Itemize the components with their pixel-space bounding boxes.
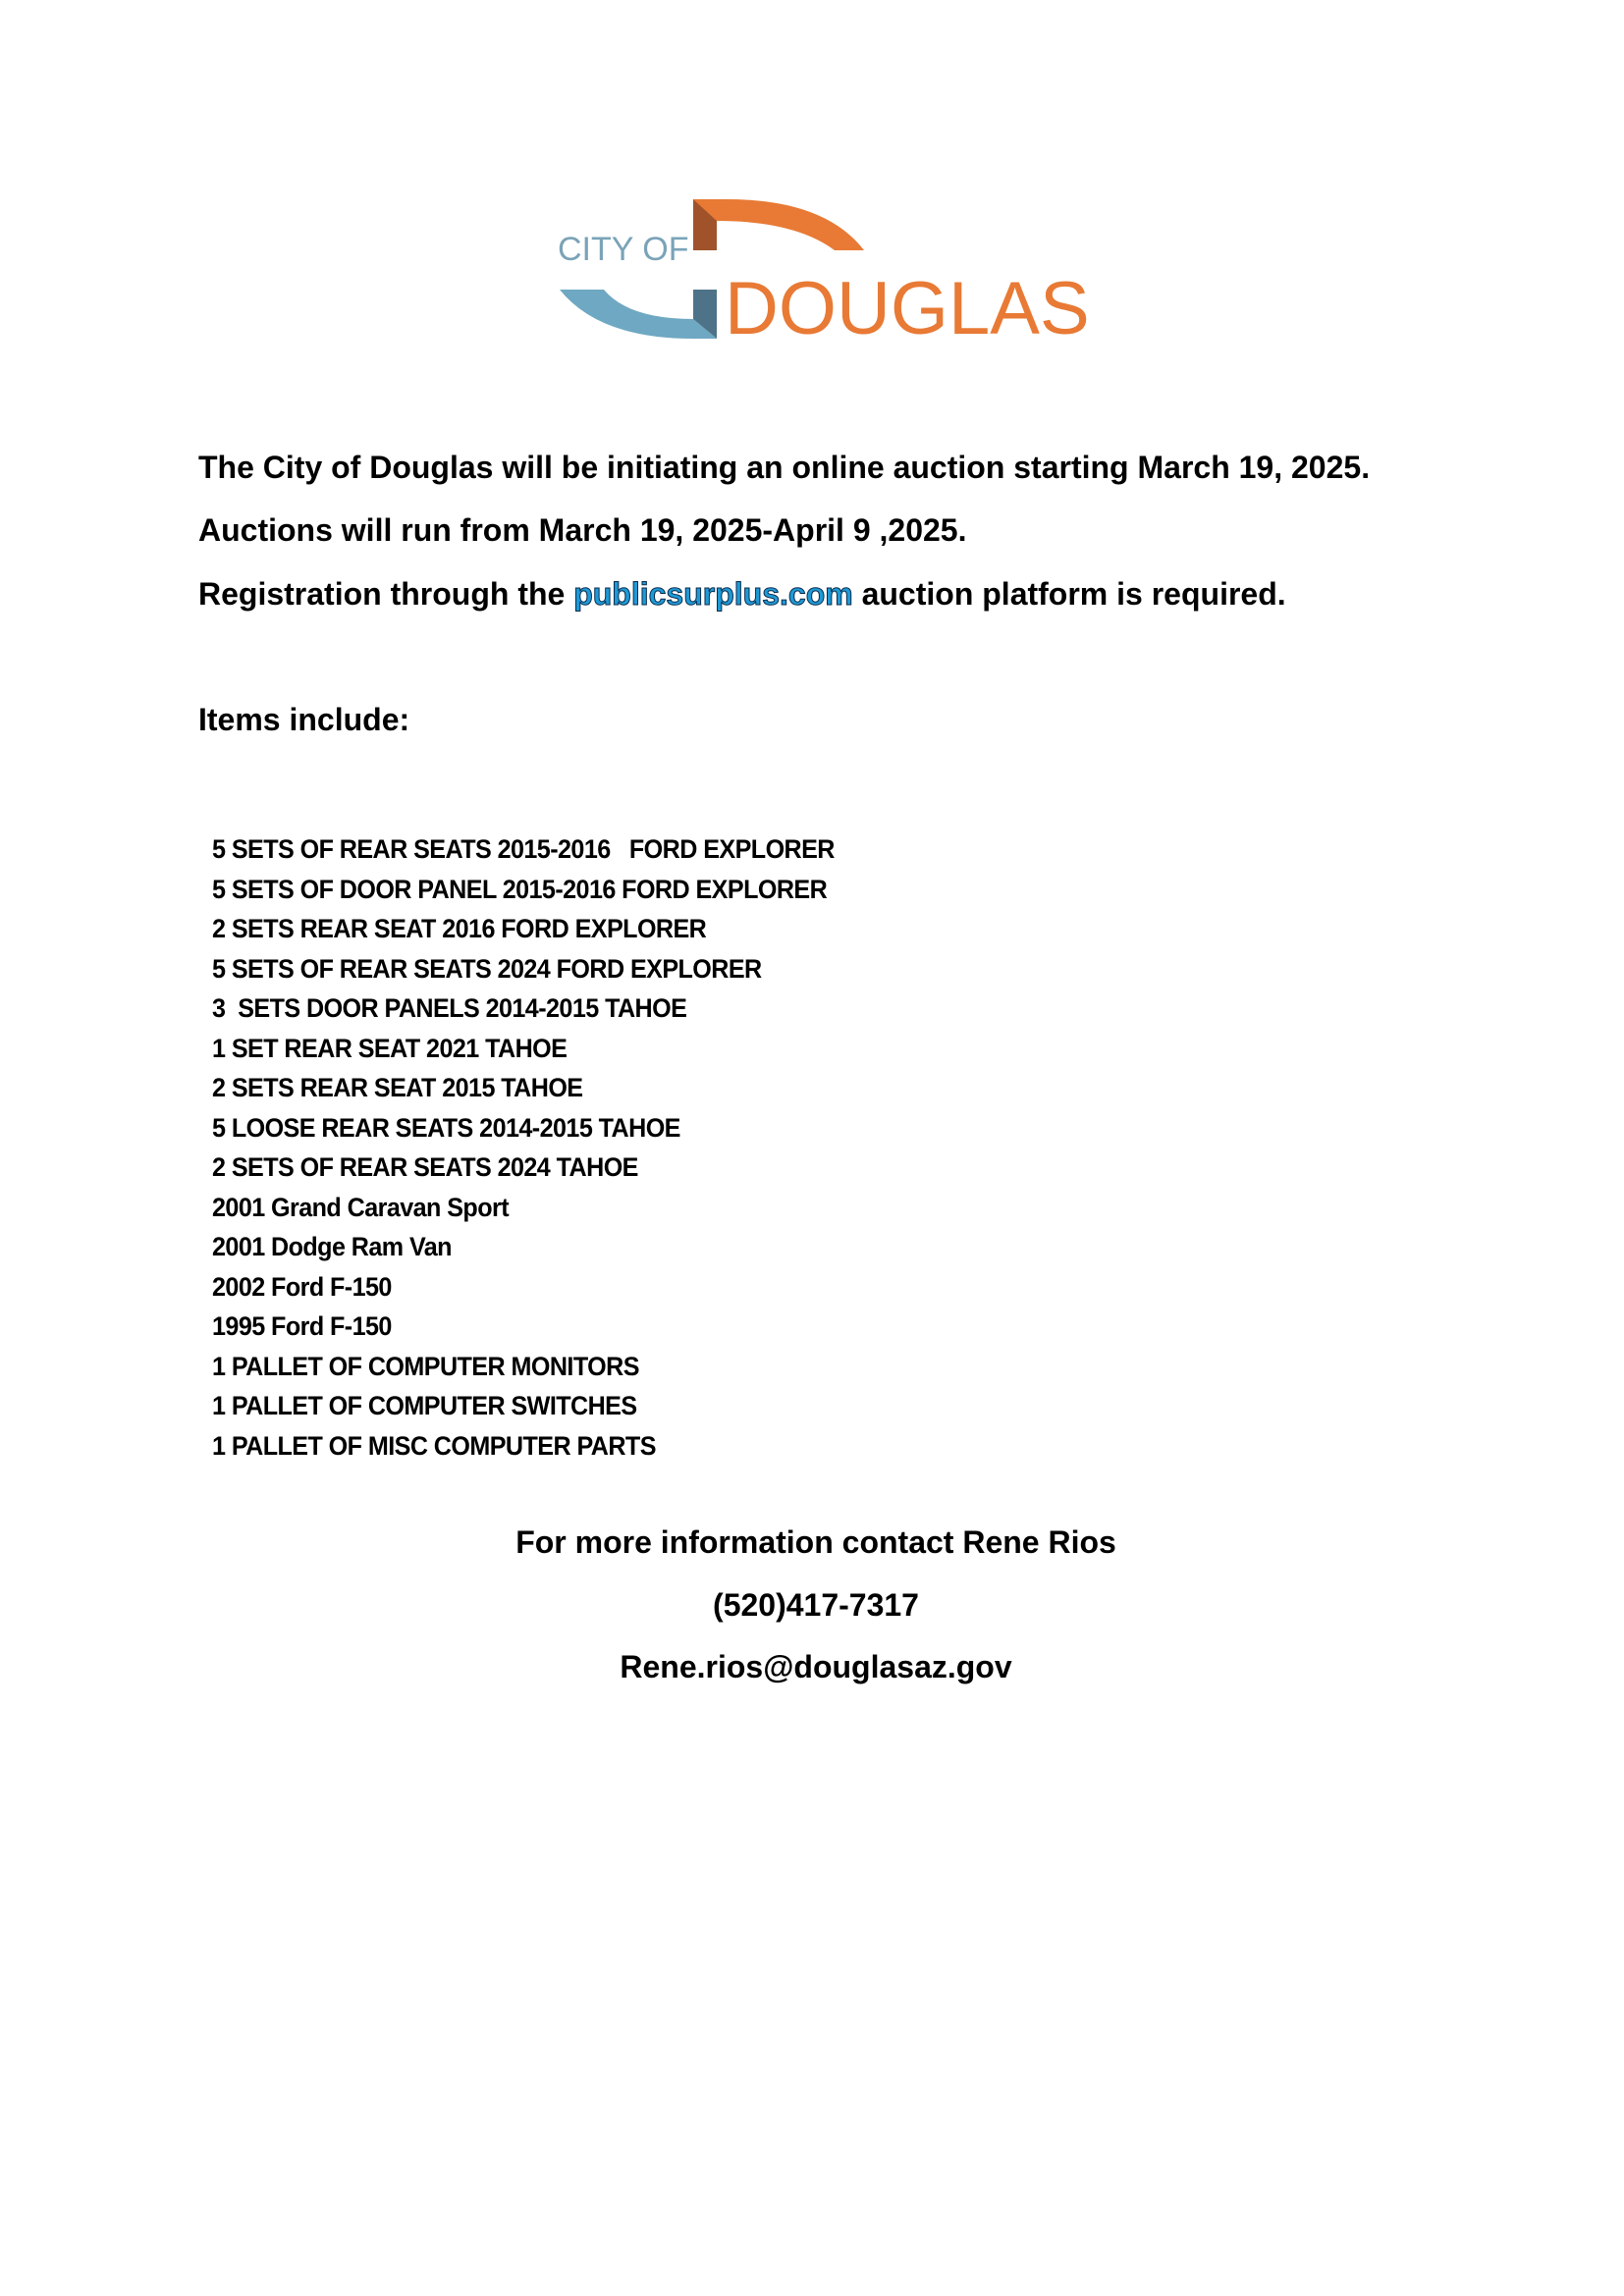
- intro-line-3: [198, 576, 1286, 613]
- platform-text: auction platform is required.: [861, 576, 1286, 612]
- contact-email[interactable]: Rene.rios@douglasaz.gov: [620, 1649, 1012, 1684]
- logo-city-of: CITY OF: [558, 231, 689, 268]
- list-item: 5 LOOSE REAR SEATS 2014-2015 TAHOE: [212, 1112, 680, 1143]
- list-item: 1 PALLET OF COMPUTER SWITCHES: [212, 1391, 637, 1420]
- list-item: 2002 Ford F-150: [212, 1271, 392, 1302]
- items-heading: Items include:: [198, 702, 410, 737]
- list-item: 2001 Dodge Ram Van: [212, 1232, 452, 1261]
- intro-line-1: The City of Douglas will be initiating an online auction starting March 19, 2025.: [198, 450, 1371, 485]
- list-item: 2001 Grand Caravan Sport: [212, 1192, 510, 1222]
- items-list: [212, 829, 882, 1466]
- list-item: 5 SETS OF REAR SEATS 2015-2016 FORD EXPLORER: [212, 834, 835, 864]
- list-item: 2 SETS REAR SEAT 2015 TAHOE: [212, 1073, 583, 1102]
- contact-phone: (520)417-7317: [713, 1587, 919, 1623]
- list-item: 1995 Ford F-150: [212, 1311, 392, 1341]
- list-item: 3 SETS DOOR PANELS 2014-2015 TAHOE: [212, 993, 687, 1023]
- publicsurplus-link[interactable]: publicsurplus.com: [573, 576, 853, 612]
- logo-douglas: DOUGLAS: [725, 267, 1090, 339]
- intro-line-2: Auctions will run from March 19, 2025-April 9 ,2025.: [198, 512, 967, 548]
- list-item: 1 PALLET OF MISC COMPUTER PARTS: [212, 1430, 656, 1461]
- list-item: 5 SETS OF REAR SEATS 2024 FORD EXPLORER: [212, 953, 762, 984]
- list-item: 1 SET REAR SEAT 2021 TAHOE: [212, 1033, 568, 1063]
- registration-text: Registration through the: [198, 576, 566, 612]
- list-item: 2 SETS REAR SEAT 2016 FORD EXPLORER: [212, 914, 707, 943]
- city-of-douglas-logo: [550, 191, 1110, 339]
- contact-line: For more information contact Rene Rios: [515, 1524, 1116, 1560]
- list-item: 2 SETS OF REAR SEATS 2024 TAHOE: [212, 1152, 638, 1182]
- list-item: 1 PALLET OF COMPUTER MONITORS: [212, 1351, 639, 1381]
- list-item: 5 SETS OF DOOR PANEL 2015-2016 FORD EXPLORER: [212, 874, 828, 904]
